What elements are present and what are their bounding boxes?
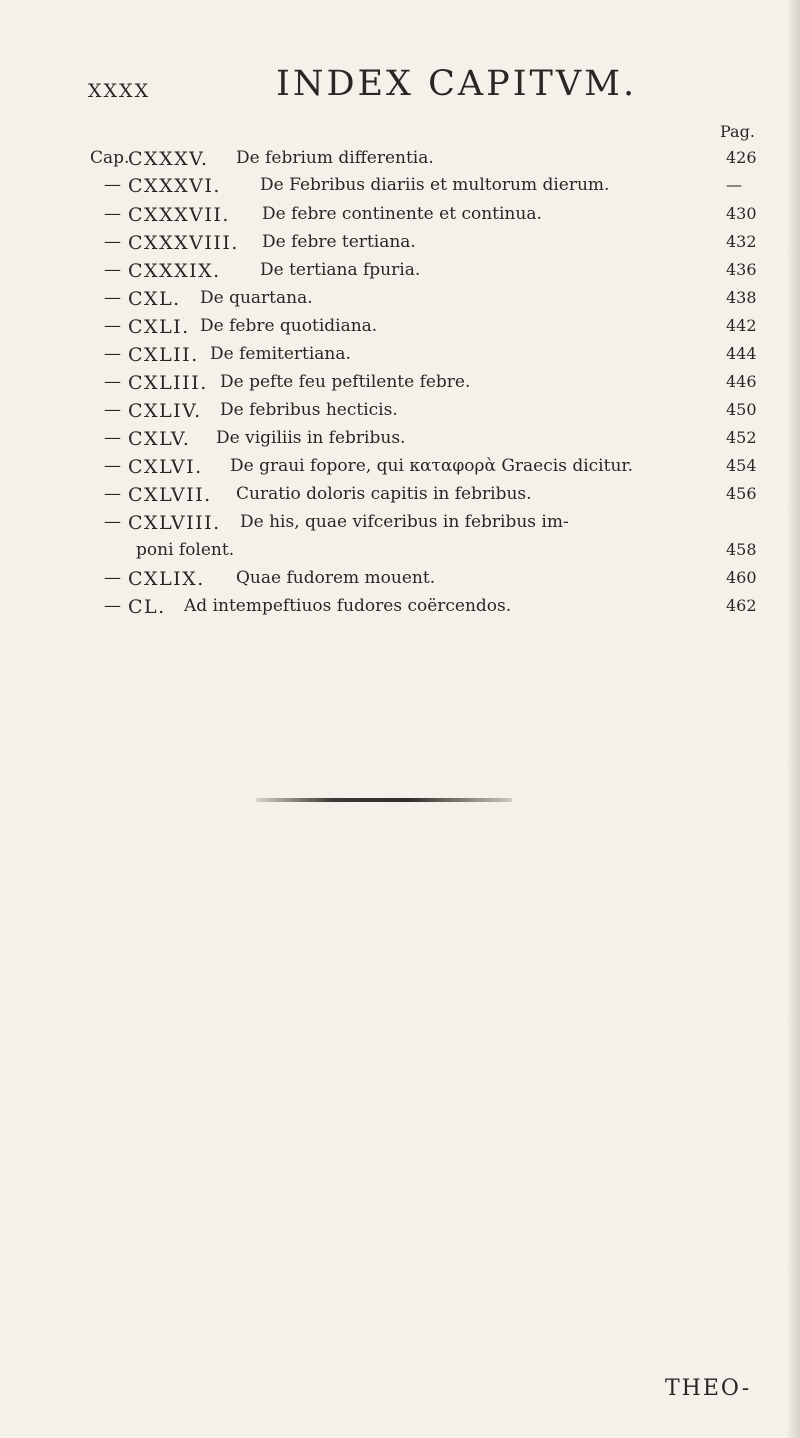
toc-entry — [0, 372, 800, 400]
toc-entry — [0, 484, 800, 512]
toc-entry — [0, 568, 800, 596]
entry-prefix: — — [104, 512, 121, 532]
chapter-number: CXLII. — [128, 344, 199, 366]
chapter-title: De febre continente et continua. — [262, 204, 542, 224]
page-number: 458 — [726, 540, 757, 559]
toc-entry — [0, 316, 800, 344]
page-number: 432 — [726, 232, 757, 251]
ornamental-rule — [256, 798, 512, 802]
chapter-number: CXXXVI. — [128, 175, 221, 197]
page-number: 426 — [726, 148, 757, 167]
chapter-title: De febrium differentia. — [236, 148, 434, 168]
entry-prefix: — — [104, 260, 121, 280]
entry-prefix: — — [104, 316, 121, 336]
chapter-number: CXLVII. — [128, 484, 212, 506]
page-number: 454 — [726, 456, 757, 475]
toc-entry — [0, 288, 800, 316]
chapter-title: De tertiana fpuria. — [260, 260, 421, 280]
entry-prefix: — — [104, 400, 121, 420]
chapter-number: CXXXVIII. — [128, 232, 239, 254]
chapter-number: CXLIV. — [128, 400, 202, 422]
entry-prefix: — — [104, 175, 121, 195]
chapter-number: CXLI. — [128, 316, 190, 338]
chapter-number: CXLIII. — [128, 372, 208, 394]
entry-prefix: — — [104, 288, 121, 308]
page-number: 462 — [726, 596, 757, 615]
chapter-title: De Febribus diariis et multorum dierum. — [260, 175, 610, 195]
chapter-number: CXL. — [128, 288, 181, 310]
entry-prefix: — — [104, 232, 121, 252]
chapter-title: De febre quotidiana. — [200, 316, 378, 336]
toc-entry — [0, 456, 800, 484]
chapter-number: CXXXVII. — [128, 204, 230, 226]
chapter-title: De pefte feu peftilente febre. — [220, 372, 471, 392]
chapter-title: Quae fudorem mouent. — [236, 568, 436, 588]
page-number: 438 — [726, 288, 757, 307]
toc-entry — [0, 232, 800, 260]
chapter-title: De vigiliis in febribus. — [216, 428, 406, 448]
chapter-number: CXLVIII. — [128, 512, 221, 534]
chapter-title: De femitertiana. — [210, 344, 351, 364]
toc-entry — [0, 175, 800, 203]
page-number: 452 — [726, 428, 757, 447]
page-number: 450 — [726, 400, 757, 419]
chapter-title: De quartana. — [200, 288, 313, 308]
entry-prefix: — — [104, 484, 121, 504]
page-number: 430 — [726, 204, 757, 223]
page-edge-shadow — [786, 0, 800, 1438]
entry-prefix: — — [104, 596, 121, 616]
entry-prefix: Cap. — [90, 148, 130, 168]
chapter-number: CXLIX. — [128, 568, 205, 590]
page-number: 444 — [726, 344, 757, 363]
chapter-number: CXLVI. — [128, 456, 203, 478]
chapter-number: CL. — [128, 596, 166, 618]
toc-entry — [0, 148, 800, 176]
chapter-title: De febre tertiana. — [262, 232, 416, 252]
chapter-number: CXXXV. — [128, 148, 209, 170]
chapter-number: CXLV. — [128, 428, 191, 450]
chapter-title-continuation: poni folent. — [136, 540, 235, 560]
toc-entry — [0, 596, 800, 624]
entry-prefix: — — [104, 372, 121, 392]
page-title: INDEX CAPITVM. — [276, 64, 638, 104]
toc-entry — [0, 400, 800, 428]
entry-prefix: — — [104, 204, 121, 224]
toc-entry — [0, 344, 800, 372]
page-column-label: Pag. — [720, 122, 755, 141]
chapter-title: Curatio doloris capitis in febribus. — [236, 484, 532, 504]
page-number: 442 — [726, 316, 757, 335]
chapter-number: CXXXIX. — [128, 260, 221, 282]
folio-number: XXXX — [88, 80, 151, 102]
page-number: 460 — [726, 568, 757, 587]
catchword: THEO- — [665, 1376, 752, 1401]
toc-entry — [0, 512, 800, 540]
entry-prefix: — — [104, 344, 121, 364]
chapter-title: Ad intempeftiuos fudores coërcendos. — [184, 596, 512, 616]
toc-entry-continuation — [0, 540, 800, 568]
page-number: 436 — [726, 260, 757, 279]
chapter-title: De graui fopore, qui καταφορὰ Graecis dicitur. — [230, 456, 634, 476]
page-number: — — [726, 175, 742, 194]
toc-entry — [0, 428, 800, 456]
entry-prefix: — — [104, 568, 121, 588]
page-number: 446 — [726, 372, 757, 391]
entry-prefix: — — [104, 456, 121, 476]
running-head — [78, 58, 718, 108]
page-number: 456 — [726, 484, 757, 503]
chapter-title: De his, quae vifceribus in febribus im- — [240, 512, 569, 532]
toc-entry — [0, 260, 800, 288]
chapter-title: De febribus hecticis. — [220, 400, 398, 420]
entry-prefix: — — [104, 428, 121, 448]
toc-entry — [0, 204, 800, 232]
